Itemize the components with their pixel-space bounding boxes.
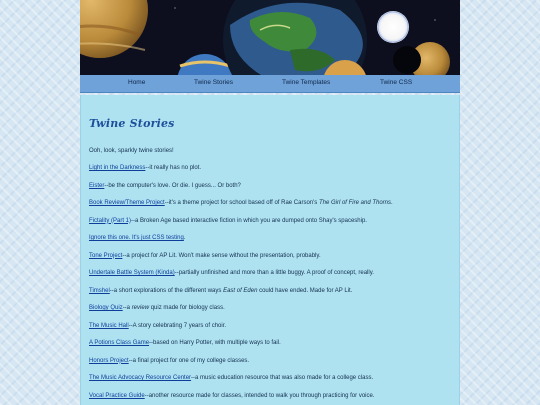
story-item: [89, 218, 367, 224]
story-description: --a Broken Age based interactive fiction in which you are dumped onto Shay's spaceship.: [131, 217, 367, 224]
story-description: --partially unfinished and more than a little buggy. A proof of concept, really.: [174, 270, 374, 276]
story-item: [89, 270, 374, 276]
nav-twine-templates[interactable]: Twine Templates: [282, 79, 331, 86]
story-title-emphasis: The Girl of Fire and Thorns: [318, 200, 391, 206]
story-link[interactable]: Light in the Darkness: [89, 165, 146, 171]
story-description-end: could have ended. Made for AP Lit.: [257, 287, 353, 294]
story-description: --a final project for one of my college classes.: [128, 357, 250, 364]
story-link[interactable]: Fictality (Part 1): [89, 217, 132, 224]
story-link[interactable]: Book Review/Theme Project: [89, 200, 165, 206]
story-item: [89, 305, 225, 311]
story-description: --it really has no plot.: [145, 165, 202, 171]
story-link[interactable]: Ignore this one. It's just CSS testing: [89, 235, 184, 241]
nav-twine-stories[interactable]: Twine Stories: [194, 79, 234, 86]
story-item: [89, 253, 321, 259]
story-link[interactable]: The Music Hall: [89, 322, 129, 329]
story-description-end: .: [391, 200, 393, 206]
story-link[interactable]: Tone Project: [89, 252, 123, 259]
page-wrapper: [80, 0, 460, 405]
nav-twine-css[interactable]: Twine CSS: [380, 79, 413, 86]
story-link[interactable]: Undertale Battle System (Kinda): [89, 270, 175, 276]
story-link[interactable]: Timshel: [89, 287, 110, 294]
story-link[interactable]: Honors Project: [89, 357, 129, 364]
story-link[interactable]: Vocal Practice Guide: [89, 392, 145, 399]
story-description: --a project for AP Lit. Won't make sense without the presentation, probably.: [122, 252, 321, 259]
main-nav: [80, 75, 460, 93]
story-description: --it's a theme project for school based off of Rae Carson's: [164, 200, 319, 206]
story-description: --a short explorations of the different ways: [109, 287, 224, 294]
story-item: [89, 183, 241, 189]
story-title-emphasis: East of Eden: [223, 287, 258, 294]
nav-home[interactable]: Home: [128, 79, 146, 86]
story-item: [89, 200, 393, 206]
story-link[interactable]: Biology Quiz: [89, 305, 123, 311]
story-description: --a: [122, 305, 132, 311]
intro-text: Ooh, look, sparkly twine stories!: [89, 148, 174, 154]
story-item: [89, 375, 373, 381]
story-description: --A story celebrating 7 years of choir.: [128, 322, 227, 329]
story-item: [89, 340, 281, 346]
space-illustration: [80, 0, 460, 75]
story-description: --based on Harry Potter, with multiple ways to fail.: [149, 340, 281, 346]
story-description: --another resource made for classes, intended to walk you through practicing for voice.: [144, 392, 375, 399]
story-item: [89, 235, 186, 241]
story-item: [89, 323, 226, 329]
content-panel: [80, 95, 460, 405]
page-title: Twine Stories: [89, 117, 175, 130]
story-description: --be the computer's love. Or die. I guess... Or both?: [104, 182, 241, 189]
header-banner: [80, 0, 460, 75]
story-item: [89, 165, 201, 171]
story-link[interactable]: Eister: [89, 182, 105, 189]
story-link[interactable]: The Music Advocacy Resource Center: [89, 375, 192, 381]
story-item: [89, 393, 375, 399]
story-item: [89, 288, 352, 294]
story-description: --a music education resource that was also made for a college class.: [191, 375, 374, 381]
story-description: .: [183, 235, 186, 241]
story-link[interactable]: A Potions Class Game: [89, 340, 150, 346]
story-title-emphasis: review: [131, 305, 150, 311]
story-item: [89, 358, 249, 364]
story-description-end: quiz made for biology class.: [149, 305, 225, 311]
